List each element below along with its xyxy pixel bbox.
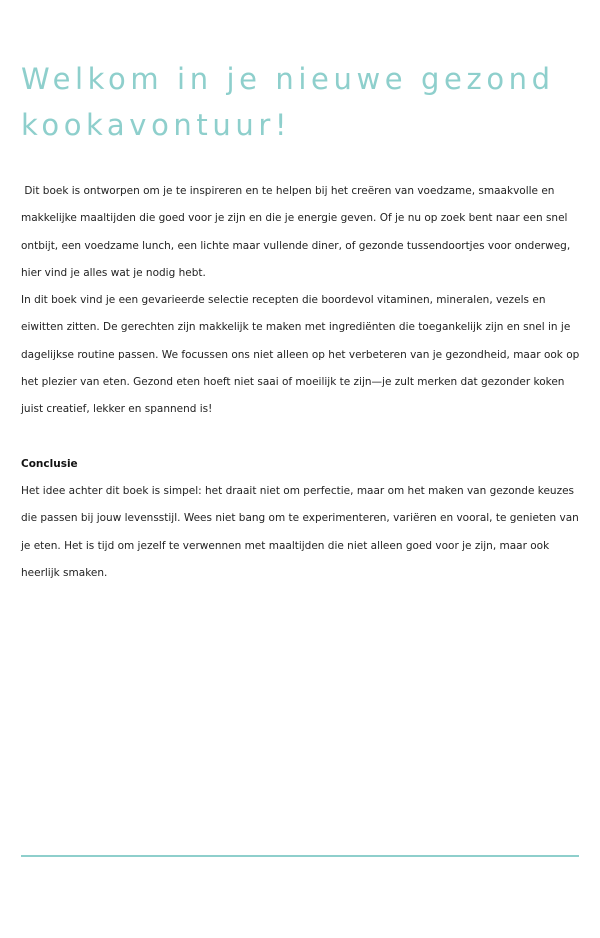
conclusion-paragraph: Het idee achter dit boek is simpel: het draait niet om perfectie, maar om het maken van gezonde keuzes die passen bij jouw levensstijl. Wees niet bang om te experimenteren, variëren en vooral, te genieten van je eten. Het is tijd om jezelf te verwennen met maaltijden die niet alleen goed voor je zijn, maar ook heerlijk smaken.	[21, 484, 583, 579]
intro-section	[21, 178, 588, 424]
conclusion-heading: Conclusie	[21, 457, 78, 470]
page-title: Welkom in je nieuwe gezond kookavontuur!	[21, 62, 555, 142]
intro-paragraph-2: In dit boek vind je een gevarieerde selectie recepten die boordevol vitaminen, mineralen, vezels en eiwitten zitten. De gerechten zijn makkelijk te maken met ingrediënten die toegankelijk zijn en snel in je dagelijkse routine passen. We focussen ons niet alleen op het verbeteren van je gezondheid, maar ook op het plezier van eten. Gezond eten hoeft niet saai of moeilijk te zijn—je zult merken dat gezonder koken juist creatief, lekker en spannend is!	[21, 294, 583, 416]
conclusion-section	[21, 451, 588, 587]
intro-paragraph-1: Dit boek is ontworpen om je te inspireren en te helpen bij het creëren van voedzame, smaakvolle en makkelijke maaltijden die goed voor je zijn en die je energie geven. Of je nu op zoek bent naar een snel ontbijt, een voedzame lunch, een lichte maar vullende diner, of gezonde tussendoortjes voor onderweg, hier vind je alles wat je nodig hebt.	[21, 185, 574, 279]
footer-divider	[21, 855, 579, 857]
